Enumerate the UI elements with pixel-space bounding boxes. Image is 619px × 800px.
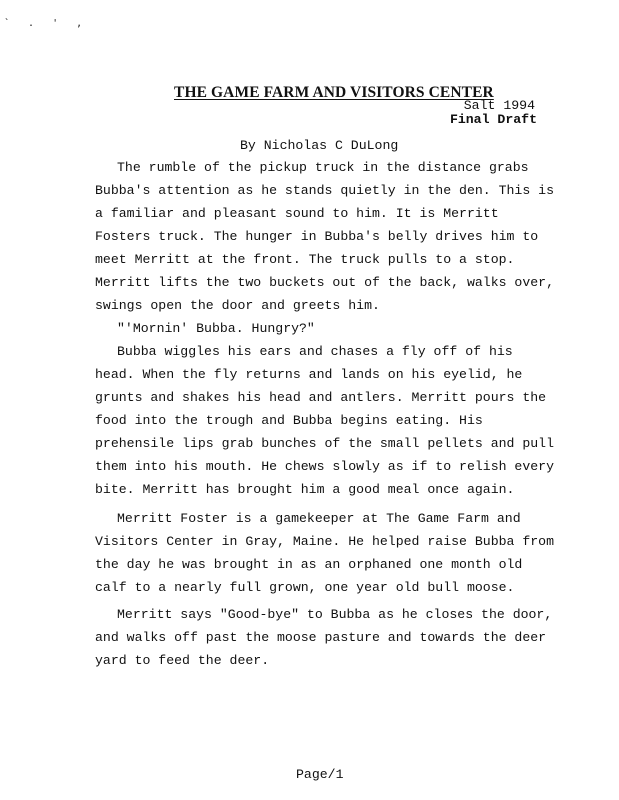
- edition-label: Salt 1994: [463, 98, 535, 113]
- paragraph-1: The rumble of the pickup truck in the distance grabs Bubba's attention as he stands quietly in the den. This is a familiar and pleasant sound to him. It is Merritt Fosters truck. The hunger in Bubba's belly drives him to meet Merritt at the front. The truck pulls to a stop. Merritt lifts the two buckets out of the back, walks over, swings open the door and greets him.: [95, 160, 554, 313]
- document-title: THE GAME FARM AND VISITORS CENTER: [174, 84, 494, 101]
- story-body: [95, 156, 555, 672]
- page-number: Page/1: [296, 767, 344, 782]
- scan-specks: ` . ' ,: [4, 18, 89, 29]
- paragraph-5: Merritt says "Good-bye" to Bubba as he closes the door, and walks off past the moose pasture and towards the deer yard to feed the deer.: [95, 607, 553, 668]
- draft-status: Final Draft: [449, 112, 537, 127]
- paragraph-3: Bubba wiggles his ears and chases a fly off of his head. When the fly returns and lands on his eyelid, he grunts and shakes his head and antlers. Merritt pours the food into the trough and Bubba begins eating. His prehensile lips grab bunches of the small pellets and pull them into his mouth. He chews slowly as if to relish every bite. Merritt has brought him a good meal once again.: [95, 344, 554, 497]
- paragraph-2: "'Mornin' Bubba. Hungry?": [117, 321, 315, 336]
- paragraph-4: Merritt Foster is a gamekeeper at The Game Farm and Visitors Center in Gray, Maine. He helped raise Bubba from the day he was brought in as an orphaned one month old calf to a nearly full grown, one year old bull moose.: [95, 511, 554, 595]
- byline: By Nicholas C DuLong: [240, 138, 399, 153]
